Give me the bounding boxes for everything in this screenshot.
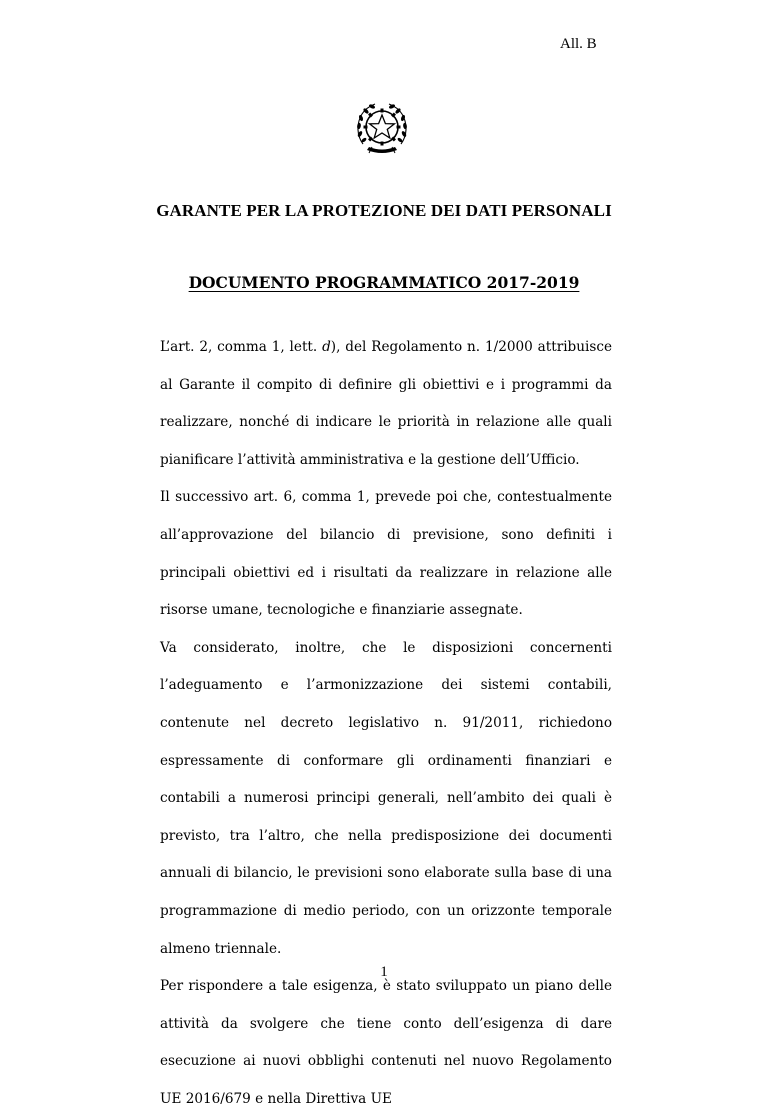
document-title: DOCUMENTO PROGRAMMATICO 2017-2019 [188,273,580,292]
attachment-label: All. B [560,36,597,52]
italian-republic-emblem-icon [351,98,413,160]
page-number: 1 [380,964,388,980]
paragraph-1 [160,329,612,479]
paragraph-1-text-end: ), del Regolamento n. 1/2000 attribuisce al Garante il compito di definire gli obiettivi e i programmi da realizzare, nonché di indicare le priorità in relazione alle quali pianificare l’attività amministrativa e la gestione dell’Ufficio. [160,339,613,468]
paragraph-1-text-start: L’art. 2, comma 1, lett. [160,339,323,355]
paragraph-1-emphasis: d [322,339,331,355]
organization-title: GARANTE PER LA PROTEZIONE DEI DATI PERSONALI [156,201,612,220]
paragraph-2: Il successivo art. 6, comma 1, prevede poi che, contestualmente all’approvazione del bilancio di previsione, sono definiti i principali obiettivi ed i risultati da realizzare in relazione alle risorse umane, tecnologiche e finanziarie assegnate. [160,489,612,619]
paragraph-3: Va considerato, inoltre, che le disposizioni concernenti l’adeguamento e l’armonizzazione dei sistemi contabili, contenute nel decreto legislativo n. 91/2011, richiedono espressamente di conformare gli ordinamenti finanziari e contabili a numerosi principi generali, nell’ambito dei quali è previsto, tra l’altro, che nella predisposizione dei documenti annuali di bilancio, le previsioni sono elaborate sulla base di una programmazione di medio periodo, con un orizzonte temporale almeno triennale. [160,639,612,957]
paragraph-4: Per rispondere a tale esigenza, è stato sviluppato un piano delle attività da svolgere che tiene conto dell’esigenza di dare esecuzione ai nuovi obblighi contenuti nel nuovo Regolamento UE 2016/679 e nella Direttiva UE [160,978,612,1107]
document-body [160,329,612,1118]
